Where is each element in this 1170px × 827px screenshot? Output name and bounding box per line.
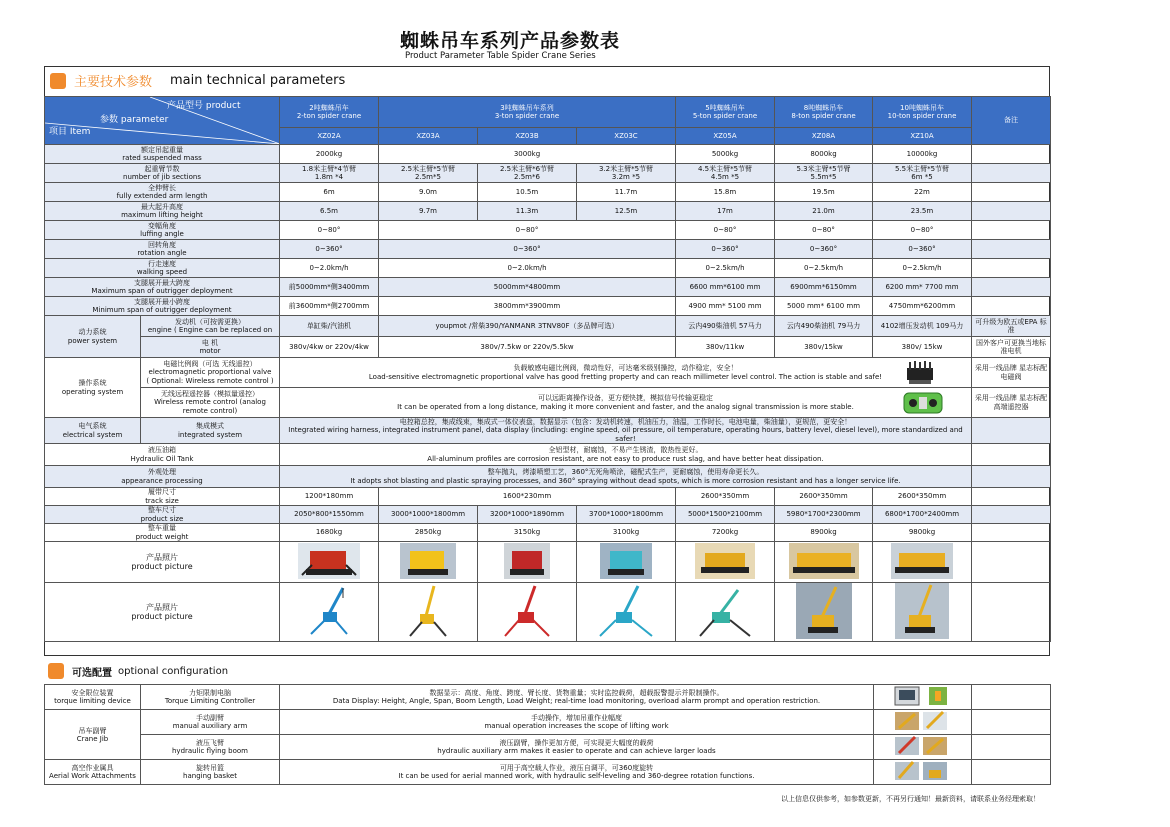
crane-folded-red-icon bbox=[298, 543, 360, 579]
section-opt-cn: 可选配置 bbox=[72, 667, 112, 679]
crane-photo bbox=[280, 542, 379, 583]
crane-photo bbox=[478, 583, 577, 642]
cell: 22m bbox=[873, 183, 972, 202]
model-cell: XZ05A bbox=[676, 127, 775, 144]
cell: 12.5m bbox=[577, 202, 676, 221]
remote-control-icon bbox=[903, 391, 943, 415]
crane-photo bbox=[775, 542, 873, 583]
crane-photo bbox=[577, 583, 676, 642]
crane-deployed-green-icon bbox=[698, 584, 752, 638]
remark-cell: 采用一线品牌 星志标配高端遥控器 bbox=[972, 388, 1051, 418]
cell: 整车抛丸，烤漆喷塑工艺，360°无死角喷涂，磁配式生产，更耐腐蚀，使用寿命更长久。 It adopts shot blasting and plastic spraying processes, and 360° spraying without dead spots, which is more corrosion resistant and has a longer service life. bbox=[280, 466, 972, 488]
row-label: 整车重量 product weight bbox=[45, 524, 280, 542]
crane-photo bbox=[873, 583, 972, 642]
remark-cell bbox=[972, 466, 1051, 488]
opt-category: 吊车副臂 Crane Jib bbox=[45, 710, 141, 760]
remark-cell: 国外客户可更换当地标准电机 bbox=[972, 337, 1051, 358]
cell: 5000mm*4800mm bbox=[379, 278, 676, 297]
cell: 380v/7.5kw or 220v/5.5kw bbox=[379, 337, 676, 358]
crane-deployed-cyan-icon bbox=[598, 584, 654, 638]
crane-deployed-red-icon bbox=[503, 584, 551, 638]
remark-cell bbox=[972, 240, 1051, 259]
cell: 前3600mm*侧2700mm bbox=[280, 297, 379, 316]
crane-folded-yellow-icon bbox=[400, 543, 456, 579]
cell: 380v/15kw bbox=[775, 337, 873, 358]
section-bullet-icon bbox=[50, 73, 66, 89]
opt-photo bbox=[874, 760, 972, 785]
row-engine bbox=[45, 316, 1051, 337]
model-cell: XZ03B bbox=[478, 127, 577, 144]
cell: 6.5m bbox=[280, 202, 379, 221]
cell: 6600 mm*6100 mm bbox=[676, 278, 775, 297]
cell: 2850kg bbox=[379, 524, 478, 542]
row-electrical bbox=[45, 418, 1051, 444]
opt-sub: 液压飞臂 hydraulic flying boom bbox=[141, 735, 280, 760]
remark-cell bbox=[972, 221, 1051, 240]
cell: 2050*800*1550mm bbox=[280, 506, 379, 524]
remark-cell bbox=[972, 524, 1051, 542]
cell: 4102增压发动机 109马力 bbox=[873, 316, 972, 337]
row-label: 外观处理 appearance processing bbox=[45, 466, 280, 488]
crane-folded-red2-icon bbox=[504, 543, 550, 579]
cell: 0~360° bbox=[280, 240, 379, 259]
cell: 7200kg bbox=[676, 524, 775, 542]
cell: 5000*1500*2100mm bbox=[676, 506, 775, 524]
cell: 8000kg bbox=[775, 145, 873, 164]
cell: 全铝型材，耐腐蚀，不易产生锈渣，散热性更好。 All-aluminum profiles are corrosion resistant, are not easy to produce rust slag, and have better heat dissipation. bbox=[280, 444, 972, 466]
opt-row-hyd-jib bbox=[45, 735, 1051, 760]
cell: 云内490柴油机 79马力 bbox=[775, 316, 873, 337]
remark-cell bbox=[972, 542, 1051, 583]
opt-row-aerial bbox=[45, 760, 1051, 785]
cell: 6m bbox=[280, 183, 379, 202]
row-product-size bbox=[45, 506, 1051, 524]
cell: 23.5m bbox=[873, 202, 972, 221]
cell: 3700*1000*1800mm bbox=[577, 506, 676, 524]
remark-cell bbox=[972, 145, 1051, 164]
crane-folded-8t-icon bbox=[789, 543, 859, 579]
cell: 11.3m bbox=[478, 202, 577, 221]
cell: 380v/4kw or 220v/4kw bbox=[280, 337, 379, 358]
cell: 9.7m bbox=[379, 202, 478, 221]
row-walk bbox=[45, 259, 1051, 278]
section-main-cn: 主要技术参数 bbox=[74, 75, 153, 90]
crane-photo bbox=[280, 583, 379, 642]
remark-cell bbox=[972, 710, 1051, 735]
cell: 可以远距离操作设备，更方便快捷，模拟信号传输更稳定 It can be operated from a long distance, making it more convenient and faster, and the analog signal transmission is more stable. bbox=[280, 388, 972, 418]
section-main-en: main technical parameters bbox=[170, 73, 346, 88]
group-3ton: 3吨蜘蛛吊车系列 3-ton spider crane bbox=[379, 97, 676, 128]
cell: 9800kg bbox=[873, 524, 972, 542]
cell: 3150kg bbox=[478, 524, 577, 542]
cell: 2.5米主臂*5节臂 2.5m*5 bbox=[379, 164, 478, 183]
crane-photo bbox=[873, 542, 972, 583]
row-label: 电 机 motor bbox=[141, 337, 280, 358]
cell: 6200 mm* 7700 mm bbox=[873, 278, 972, 297]
cell: 0~2.0km/h bbox=[280, 259, 379, 278]
group-2ton: 2吨蜘蛛吊车 2-ton spider crane bbox=[280, 97, 379, 128]
row-tank bbox=[45, 444, 1051, 466]
row-label: 发动机（可按需更换） engine ( Engine can be replaced on bbox=[141, 316, 280, 337]
cell: 10000kg bbox=[873, 145, 972, 164]
cell: 0~2.5km/h bbox=[873, 259, 972, 278]
crane-photo bbox=[676, 542, 775, 583]
cell: 5.3米主臂*5节臂 5.5m*5 bbox=[775, 164, 873, 183]
row-valve bbox=[45, 358, 1051, 388]
crane-photo bbox=[478, 542, 577, 583]
page-subtitle: Product Parameter Table Spider Crane Series bbox=[405, 51, 596, 61]
row-motor bbox=[45, 337, 1051, 358]
row-picture-1 bbox=[45, 542, 1051, 583]
cell: 2600*350mm bbox=[676, 488, 775, 506]
group-10ton: 10吨蜘蛛吊车 10-ton spider crane bbox=[873, 97, 972, 128]
remark-cell bbox=[972, 444, 1051, 466]
cell: 2000kg bbox=[280, 145, 379, 164]
cell: 3000*1000*1800mm bbox=[379, 506, 478, 524]
row-luff bbox=[45, 221, 1051, 240]
cell: 0~360° bbox=[873, 240, 972, 259]
crane-folded-10t-icon bbox=[891, 543, 953, 579]
row-track bbox=[45, 488, 1051, 506]
remark-cell bbox=[972, 735, 1051, 760]
cell: 前5000mm*侧3400mm bbox=[280, 278, 379, 297]
row-label: 无线远程遥控器（模拟量遥控） Wireless remote control (analog remote control) bbox=[141, 388, 280, 418]
opt-row-safety bbox=[45, 685, 1051, 710]
section-opt-en: optional configuration bbox=[118, 665, 229, 677]
remark-cell bbox=[972, 164, 1051, 183]
cell: 5980*1700*2300mm bbox=[775, 506, 873, 524]
opt-desc: 液压副臂，操作更加方便，可实现更大幅度的载荷 hydraulic auxiliary arm makes it easier to operate and can achieve larger loads bbox=[280, 735, 874, 760]
group-8ton: 8吨蜘蛛吊车 8-ton spider crane bbox=[775, 97, 873, 128]
remark-cell bbox=[972, 685, 1051, 710]
cell: 1680kg bbox=[280, 524, 379, 542]
crane-photo bbox=[379, 583, 478, 642]
row-mass bbox=[45, 145, 1051, 164]
cell: 0~2.0km/h bbox=[379, 259, 676, 278]
row-label: 全伸臂长 fully extended arm length bbox=[45, 183, 280, 202]
model-cell: XZ10A bbox=[873, 127, 972, 144]
valve-bank-icon bbox=[905, 360, 935, 386]
cell: 8900kg bbox=[775, 524, 873, 542]
cell: 6900mm*6150mm bbox=[775, 278, 873, 297]
section-main-header bbox=[50, 71, 345, 90]
row-remote bbox=[45, 388, 1051, 418]
cell: 6800*1700*2400mm bbox=[873, 506, 972, 524]
torque-controller-icon bbox=[893, 685, 953, 707]
row-label: 液压油箱 Hydraulic Oil Tank bbox=[45, 444, 280, 466]
cell: 3200*1000*1890mm bbox=[478, 506, 577, 524]
row-rotation bbox=[45, 240, 1051, 259]
row-label: 集成模式 integrated system bbox=[141, 418, 280, 444]
row-picture-2 bbox=[45, 583, 1051, 642]
cell: 0~80° bbox=[379, 221, 676, 240]
remark-cell bbox=[972, 278, 1051, 297]
row-span-min bbox=[45, 297, 1051, 316]
remark-cell: 采用一线品牌 星志标配电磁阀 bbox=[972, 358, 1051, 388]
remark-header: 备注 bbox=[972, 97, 1051, 145]
opt-photo bbox=[874, 735, 972, 760]
cell: 4900 mm* 5100 mm bbox=[676, 297, 775, 316]
row-span-max bbox=[45, 278, 1051, 297]
page-title: 蜘蛛吊车系列产品参数表 bbox=[400, 30, 621, 52]
row-label: 回转角度 rotation angle bbox=[45, 240, 280, 259]
electrical-label: 电气系统 electrical system bbox=[45, 418, 141, 444]
cell: 17m bbox=[676, 202, 775, 221]
crane-photo bbox=[379, 542, 478, 583]
crane-deployed-yellow-icon bbox=[408, 584, 448, 638]
crane-folded-cyan-icon bbox=[600, 543, 652, 579]
cell: 3100kg bbox=[577, 524, 676, 542]
cell: 0~2.5km/h bbox=[775, 259, 873, 278]
cell: 15.8m bbox=[676, 183, 775, 202]
cell: 4750mm*6200mm bbox=[873, 297, 972, 316]
cell: 3800mm*3900mm bbox=[379, 297, 676, 316]
cell: 5000kg bbox=[676, 145, 775, 164]
cell: 9.0m bbox=[379, 183, 478, 202]
opt-desc: 可用于高空载人作业，液压自调平，可360度旋转 It can be used for aerial manned work, with hydraulic self-leveling and 360-degree rotation functions. bbox=[280, 760, 874, 785]
crane-photo bbox=[775, 583, 873, 642]
cell: 0~80° bbox=[280, 221, 379, 240]
row-weight bbox=[45, 524, 1051, 542]
header-product-label: 产品型号 product bbox=[167, 101, 241, 111]
row-label: 产品照片 product picture bbox=[45, 542, 280, 583]
cell: 负载敏感电磁比例阀，微动性好，可达毫米级别操控，动作稳定，安全！ Load-sensitive electromagnetic proportional valve has good fretting property and can reach millimeter level control. The action is stable and safe! bbox=[280, 358, 972, 388]
opt-category: 安全限位装置 torque limiting device bbox=[45, 685, 141, 710]
cell: 0~360° bbox=[676, 240, 775, 259]
cell: 2.5米主臂*6节臂 2.5m*6 bbox=[478, 164, 577, 183]
optional-table bbox=[44, 684, 1051, 785]
crane-photo bbox=[676, 583, 775, 642]
cell: 1.8米主臂*4节臂 1.8m *4 bbox=[280, 164, 379, 183]
section-bullet-icon bbox=[48, 663, 64, 679]
remark-cell bbox=[972, 297, 1051, 316]
cell: 4.5米主臂*5节臂 4.5m *5 bbox=[676, 164, 775, 183]
cell: 单缸柴/汽油机 bbox=[280, 316, 379, 337]
cell: 380v/11kw bbox=[676, 337, 775, 358]
remark-cell bbox=[972, 259, 1051, 278]
header-item-label: 项目 Item bbox=[49, 127, 91, 137]
cell: 0~80° bbox=[775, 221, 873, 240]
row-label: 额定吊起重量 rated suspended mass bbox=[45, 145, 280, 164]
opt-photo bbox=[874, 710, 972, 735]
opt-sub: 力矩限制电脑 Torque Limiting Controller bbox=[141, 685, 280, 710]
cell: 21.0m bbox=[775, 202, 873, 221]
row-label: 产品照片 product picture bbox=[45, 583, 280, 642]
remark-cell bbox=[972, 760, 1051, 785]
parameter-table bbox=[44, 96, 1051, 642]
cell: 1600*230mm bbox=[379, 488, 676, 506]
group-5ton: 5吨蜘蛛吊车 5-ton spider crane bbox=[676, 97, 775, 128]
crane-deployed-8t-icon bbox=[796, 583, 852, 639]
section-optional-header bbox=[48, 663, 228, 679]
opt-sub: 旋转吊篮 hanging basket bbox=[141, 760, 280, 785]
remark-cell bbox=[972, 488, 1051, 506]
row-label: 支腿展开最小跨度 Minimum span of outrigger deployment bbox=[45, 297, 280, 316]
crane-photo bbox=[577, 542, 676, 583]
header-diagonal-cell bbox=[45, 97, 280, 145]
model-cell: XZ02A bbox=[280, 127, 379, 144]
opt-desc: 手动操作，增加吊重作业幅度 manual operation increases the scope of lifting work bbox=[280, 710, 874, 735]
row-label: 履带尺寸 track size bbox=[45, 488, 280, 506]
crane-deployed-blue-icon bbox=[307, 584, 351, 638]
remark-cell bbox=[972, 202, 1051, 221]
header-param-label: 参数 parameter bbox=[100, 115, 169, 125]
remark-cell: 可升级为欧五或EPA 标准 bbox=[972, 316, 1051, 337]
cell: 380v/ 15kw bbox=[873, 337, 972, 358]
crane-folded-5t-icon bbox=[695, 543, 755, 579]
crane-deployed-10t-icon bbox=[895, 583, 949, 639]
row-label: 最大起升高度 maximum lifting height bbox=[45, 202, 280, 221]
opt-photo bbox=[874, 685, 972, 710]
footer-note: 以上信息仅供参考，如参数更新，不再另行通知！最新资料，请联系业务经理索取！ bbox=[781, 795, 1040, 803]
cell: 0~360° bbox=[379, 240, 676, 259]
cell: 0~2.5km/h bbox=[676, 259, 775, 278]
cell: youpmot /常柴390/YANMANR 3TNV80F（多品牌可选） bbox=[379, 316, 676, 337]
cell: 3000kg bbox=[379, 145, 676, 164]
model-cell: XZ03A bbox=[379, 127, 478, 144]
operating-system-label: 操作系统 operating system bbox=[45, 358, 141, 418]
row-arm bbox=[45, 183, 1051, 202]
cell: 5000 mm* 6100 mm bbox=[775, 297, 873, 316]
cell: 3.2米主臂*5节臂 3.2m *5 bbox=[577, 164, 676, 183]
row-label: 电磁比例阀（可选 无线遥控） electromagnetic proportional valve ( Optional: Wireless remote control ) bbox=[141, 358, 280, 388]
row-label: 支腿展开最大跨度 Maximum span of outrigger deployment bbox=[45, 278, 280, 297]
cell: 2600*350mm bbox=[775, 488, 873, 506]
cell: 2600*350mm bbox=[873, 488, 972, 506]
opt-row-manual-jib bbox=[45, 710, 1051, 735]
row-label: 整车尺寸 product size bbox=[45, 506, 280, 524]
model-cell: XZ03C bbox=[577, 127, 676, 144]
cell: 5.5米主臂*5节臂 6m *5 bbox=[873, 164, 972, 183]
row-jib bbox=[45, 164, 1051, 183]
cell: 10.5m bbox=[478, 183, 577, 202]
row-label: 起重臂节数 number of jib sections bbox=[45, 164, 280, 183]
cell: 0~80° bbox=[676, 221, 775, 240]
remark-cell bbox=[972, 506, 1051, 524]
opt-sub: 手动副臂 manual auxiliary arm bbox=[141, 710, 280, 735]
hanging-basket-icon bbox=[893, 760, 953, 782]
opt-desc: 数据显示：高度、角度、跨度、臂长度、货物重量；实时监控载荷，超载报警提示并限制操作。 Data Display: Height, Angle, Span, Boom Length, Load Weight; real-time load monitoring, overload alarm prompt and operation restriction. bbox=[280, 685, 874, 710]
cell: 11.7m bbox=[577, 183, 676, 202]
cell: 19.5m bbox=[775, 183, 873, 202]
cell: 云内490柴油机 57马力 bbox=[676, 316, 775, 337]
hydraulic-jib-icon bbox=[893, 735, 953, 757]
cell: 0~80° bbox=[873, 221, 972, 240]
cell: 电控箱总控，集成线束，集成式一体仪表盘，数据显示（包含：发动机转速，机油压力，油温，工作时长，电池电量，柴油量），更规范，更安全！ Integrated wiring harness, integrated instrument panel, data display (including: engine speed, oil pressure, oil temperature, operating hours, battery level, diesel level), more standardized and safer! bbox=[280, 418, 972, 444]
remark-cell bbox=[972, 418, 1051, 444]
cell: 0~360° bbox=[775, 240, 873, 259]
row-height bbox=[45, 202, 1051, 221]
model-cell: XZ08A bbox=[775, 127, 873, 144]
cell: 1200*180mm bbox=[280, 488, 379, 506]
manual-jib-icon bbox=[893, 710, 953, 732]
row-label: 行走速度 walking speed bbox=[45, 259, 280, 278]
row-label: 变幅角度 luffing angle bbox=[45, 221, 280, 240]
opt-category: 高空作业属具 Aerial Work Attachments bbox=[45, 760, 141, 785]
remark-cell bbox=[972, 583, 1051, 642]
remark-cell bbox=[972, 183, 1051, 202]
row-appearance bbox=[45, 466, 1051, 488]
power-system-label: 动力系统 power system bbox=[45, 316, 141, 358]
